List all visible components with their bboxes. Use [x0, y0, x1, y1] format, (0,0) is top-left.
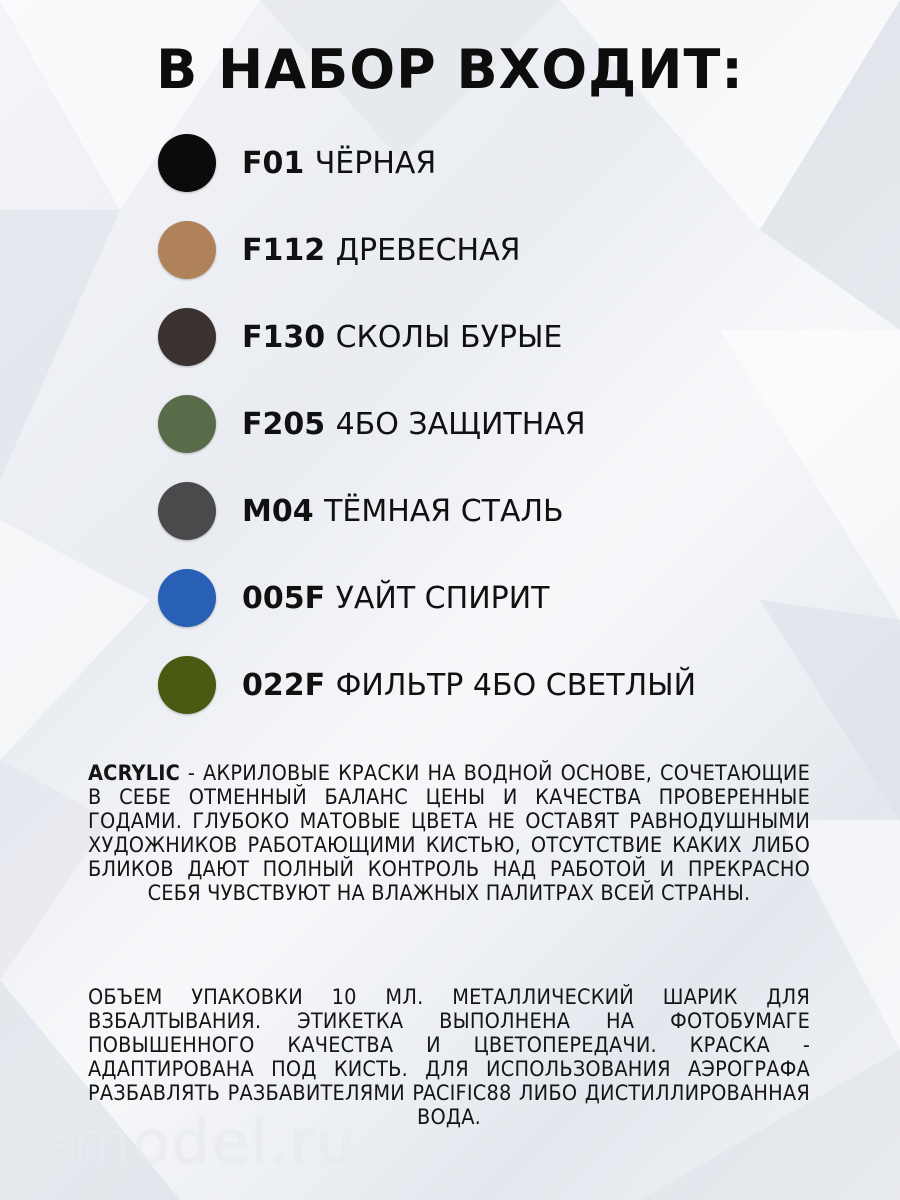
color-swatch	[158, 656, 216, 714]
color-code: 005F	[242, 580, 326, 616]
page-title: В НАБОР ВХОДИТ:	[156, 38, 744, 101]
color-item	[158, 308, 858, 366]
color-swatch	[158, 482, 216, 540]
color-name: 4БО ЗАЩИТНАЯ	[335, 406, 586, 442]
color-item	[158, 482, 858, 540]
color-swatch	[158, 395, 216, 453]
color-item	[158, 656, 858, 714]
color-label	[242, 407, 586, 442]
description-text: - АКРИЛОВЫЕ КРАСКИ НА ВОДНОЙ ОСНОВЕ, СОЧЕТАЮЩИЕ В СЕБЕ ОТМЕННЫЙ БАЛАНС ЦЕНЫ И КАЧЕСТВА ПРОВЕРЕННЫЕ ГОДАМИ. ГЛУБОКО МАТОВЫЕ ЦВЕТА НЕ ОСТАВЯТ РАВНОДУШНЫМИ ХУДОЖНИКОВ РАБОТАЮЩИМИ КИСТЬЮ, ОТСУТСТВИЕ КАКИХ ЛИБО БЛИКОВ ДАЮТ ПОЛНЫЙ КОНТРОЛЬ НАД РАБОТОЙ И ПРЕКРАСНО СЕБЯ ЧУВСТВУЮТ НА ВЛАЖНЫХ ПАЛИТРАХ ВСЕЙ СТРАНЫ.	[88, 761, 810, 906]
color-label	[242, 668, 696, 703]
color-name: ФИЛЬТР 4БО СВЕТЛЫЙ	[335, 667, 697, 703]
color-code: F112	[242, 232, 326, 268]
color-item	[158, 569, 858, 627]
color-name: УАЙТ СПИРИТ	[335, 580, 550, 616]
color-name: ЧЁРНАЯ	[314, 145, 437, 181]
color-swatch	[158, 569, 216, 627]
color-label	[242, 146, 436, 181]
packaging-paragraph: ОБЪЕМ УПАКОВКИ 10 МЛ. МЕТАЛЛИЧЕСКИЙ ШАРИК ДЛЯ ВЗБАЛТЫВАНИЯ. ЭТИКЕТКА ВЫПОЛНЕНА НА ФОТОБУМАГЕ ПОВЫШЕННОГО КАЧЕСТВА И ЦВЕТОПЕРЕДАЧИ. КРАСКА - АДАПТИРОВАНА ПОД КИСТЬ. ДЛЯ ИСПОЛЬЗОВАНИЯ АЭРОГРАФА РАЗБАВЛЯТЬ РАЗБАВИТЕЛЯМИ PACIFIC88 ЛИБО ДИСТИЛЛИРОВАННАЯ ВОДА.	[88, 985, 810, 1130]
brand-lead: ACRYLIC	[88, 761, 180, 786]
color-name: СКОЛЫ БУРЫЕ	[335, 319, 563, 355]
color-swatch	[158, 221, 216, 279]
color-swatch	[158, 134, 216, 192]
color-code: F01	[242, 145, 305, 181]
color-name: ТЁМНАЯ СТАЛЬ	[324, 493, 564, 529]
color-name: ДРЕВЕСНАЯ	[335, 232, 521, 268]
description-paragraph	[88, 762, 810, 906]
color-label	[242, 320, 562, 355]
color-label	[242, 233, 520, 268]
color-code: F130	[242, 319, 326, 355]
color-label	[242, 494, 564, 529]
color-item	[158, 134, 858, 192]
color-list	[158, 134, 858, 743]
color-swatch	[158, 308, 216, 366]
site-watermark: i-model.ru	[30, 1108, 357, 1178]
color-item	[158, 395, 858, 453]
color-code: 022F	[242, 667, 326, 703]
color-code: F205	[242, 406, 326, 442]
color-code: M04	[242, 493, 314, 529]
color-label	[242, 581, 550, 616]
color-item	[158, 221, 858, 279]
